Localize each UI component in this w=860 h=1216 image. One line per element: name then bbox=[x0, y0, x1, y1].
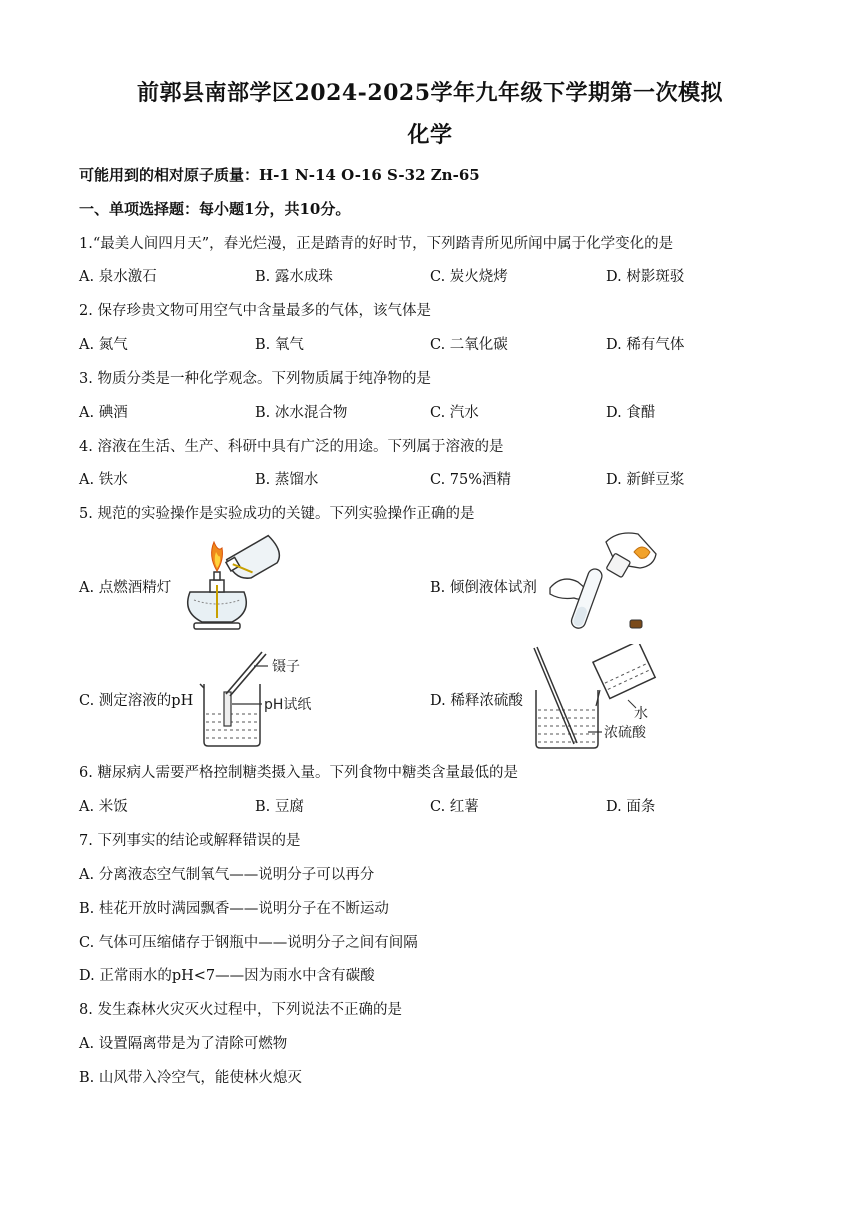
q1-option-a: A. 泉水激石 bbox=[79, 269, 157, 285]
q1-option-b: B. 露水成珠 bbox=[255, 269, 333, 285]
dilute-acid-figure bbox=[528, 644, 678, 750]
q4-option-d: D. 新鲜豆浆 bbox=[606, 472, 685, 488]
q2-option-d: D. 稀有气体 bbox=[606, 337, 685, 353]
question-6-stem: 6. 糖尿病人需要严格控制糖类摄入量。下列食物中糖类含量最低的是 bbox=[79, 765, 518, 781]
pouring-liquid-figure bbox=[548, 528, 668, 638]
q3-option-c: C. 汽水 bbox=[430, 405, 479, 421]
acid-label: 浓硫酸 bbox=[604, 725, 646, 741]
alcohol-lamp-figure bbox=[172, 530, 292, 638]
q3-option-a: A. 碘酒 bbox=[79, 405, 128, 421]
q6-option-c: C. 红薯 bbox=[430, 799, 479, 815]
q5-option-d: D. 稀释浓硫酸 bbox=[430, 693, 523, 709]
exam-title: 前郭县南部学区2024-2025学年九年级下学期第一次模拟 bbox=[136, 80, 724, 106]
q8-option-a: A. 设置隔离带是为了清除可燃物 bbox=[79, 1036, 288, 1052]
q2-option-b: B. 氧气 bbox=[255, 337, 304, 353]
q6-option-a: A. 米饭 bbox=[79, 799, 128, 815]
question-7-stem: 7. 下列事实的结论或解释错误的是 bbox=[79, 833, 301, 849]
water-label: 水 bbox=[634, 706, 648, 722]
q7-option-b: B. 桂花开放时满园飘香——说明分子在不断运动 bbox=[79, 901, 389, 917]
question-8-stem: 8. 发生森林火灾灭火过程中，下列说法不正确的是 bbox=[79, 1002, 402, 1018]
q3-option-b: B. 冰水混合物 bbox=[255, 405, 348, 421]
question-5-stem: 5. 规范的实验操作是实验成功的关键。下列实验操作正确的是 bbox=[79, 506, 475, 522]
q5-option-c: C. 测定溶液的pH bbox=[79, 693, 194, 709]
q7-option-a: A. 分离液态空气制氧气——说明分子可以再分 bbox=[79, 867, 375, 883]
question-2-stem: 2. 保存珍贵文物可用空气中含量最多的气体，该气体是 bbox=[79, 303, 431, 319]
q6-option-b: B. 豆腐 bbox=[255, 799, 304, 815]
q1-option-d: D. 树影斑驳 bbox=[606, 269, 685, 285]
q4-option-a: A. 铁水 bbox=[79, 472, 128, 488]
atomic-masses: 可能用到的相对原子质量：H-1 N-14 O-16 S-32 Zn-65 bbox=[79, 166, 480, 184]
q7-option-d: D. 正常雨水的pH<7——因为雨水中含有碳酸 bbox=[79, 968, 375, 984]
q4-option-c: C. 75%酒精 bbox=[430, 472, 512, 488]
q5-option-a: A. 点燃酒精灯 bbox=[79, 580, 172, 596]
tweezers-label: 镊子 bbox=[272, 659, 300, 675]
q8-option-b: B. 山风带入冷空气，能使林火熄灭 bbox=[79, 1070, 302, 1086]
ph-paper-label: pH试纸 bbox=[264, 697, 312, 713]
ph-test-figure bbox=[196, 644, 336, 748]
section-heading: 一、单项选择题：每小题1分，共10分。 bbox=[79, 200, 351, 218]
question-3-stem: 3. 物质分类是一种化学观念。下列物质属于纯净物的是 bbox=[79, 371, 431, 387]
q4-option-b: B. 蒸馏水 bbox=[255, 472, 319, 488]
q2-option-c: C. 二氧化碳 bbox=[430, 337, 508, 353]
q2-option-a: A. 氮气 bbox=[79, 337, 128, 353]
exam-subject: 化学 bbox=[407, 122, 453, 148]
q5-option-b: B. 倾倒液体试剂 bbox=[430, 580, 537, 596]
q1-option-c: C. 炭火烧烤 bbox=[430, 269, 508, 285]
q6-option-d: D. 面条 bbox=[606, 799, 656, 815]
question-4-stem: 4. 溶液在生活、生产、科研中具有广泛的用途。下列属于溶液的是 bbox=[79, 439, 504, 455]
q7-option-c: C. 气体可压缩储存于钢瓶中——说明分子之间有间隔 bbox=[79, 935, 418, 951]
question-1-stem: 1.“最美人间四月天”，春光烂漫，正是踏青的好时节，下列踏青所见所闻中属于化学变化的是 bbox=[79, 236, 674, 252]
q3-option-d: D. 食醋 bbox=[606, 405, 656, 421]
